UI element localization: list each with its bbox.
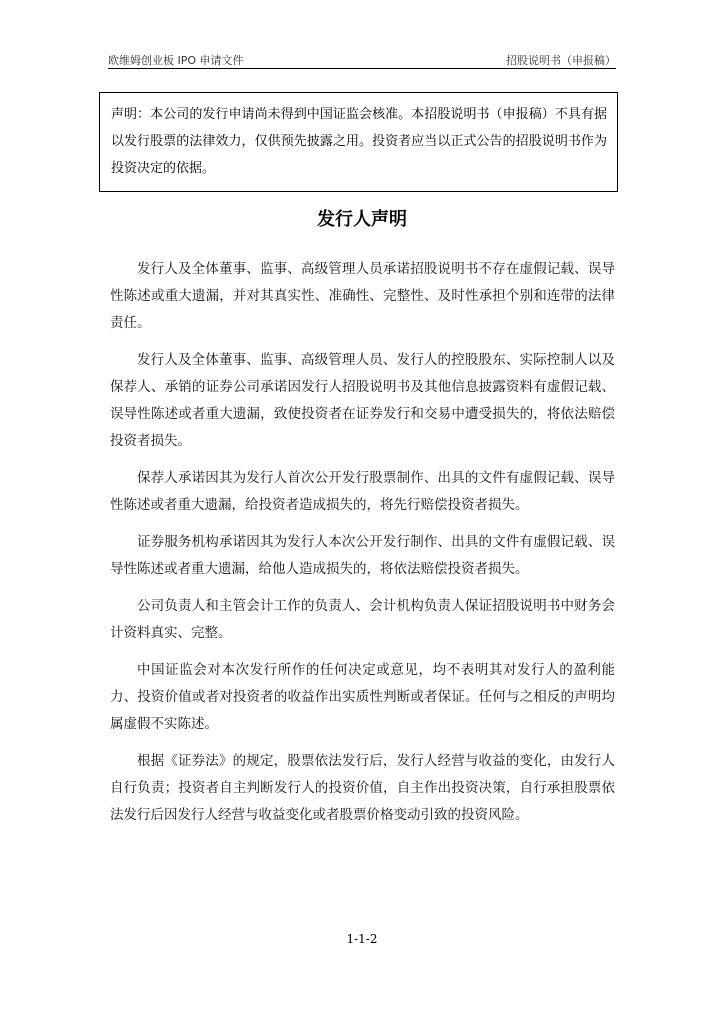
section-title: 发行人声明	[317, 209, 407, 230]
paragraph: 发行人及全体董事、监事、高级管理人员、发行人的控股股东、实际控制人以及保荐人、承销的证券公司承诺因发行人招股说明书及其他信息披露资料有虚假记载、误导性陈述或者重大遗漏，致使投资者在证券发行和交易中遭受损失的，将依法赔偿投资者损失。	[110, 352, 615, 449]
header-left-text: 欧维姆创业板 IPO 申请文件	[108, 54, 244, 67]
paragraph: 公司负责人和主管会计工作的负责人、会计机构负责人保证招股说明书中财务会计资料真实、完整。	[110, 598, 615, 641]
paragraph: 根据《证券法》的规定，股票依法发行后，发行人经营与收益的变化，由发行人自行负责；投资者自主判断发行人的投资价值，自主作出投资决策，自行承担股票依法发行后因发行人经营与收益变化或者股票价格变动引致的投资风险。	[110, 753, 615, 823]
paragraph: 保荐人承诺因其为发行人首次公开发行股票制作、出具的文件有虚假记载、误导性陈述或者重大遗漏，给投资者造成损失的，将先行赔偿投资者损失。	[110, 470, 615, 513]
header-right-text: 招股说明书（申报稿）	[506, 54, 616, 67]
paragraph: 发行人及全体董事、监事、高级管理人员承诺招股说明书不存在虚假记载、误导性陈述或重大遗漏，并对其真实性、准确性、完整性、及时性承担个别和连带的法律责任。	[110, 261, 615, 331]
statement-body	[110, 256, 615, 839]
disclaimer-box	[99, 92, 618, 192]
disclaimer-text: 声明：本公司的发行申请尚未得到中国证监会核准。本招股说明书（申报稿）不具有据以发行股票的法律效力，仅供预先披露之用。投资者应当以正式公告的招股说明书作为投资决定的依据。	[111, 107, 607, 176]
running-header	[108, 46, 616, 69]
paragraph: 中国证监会对本次发行所作的任何决定或意见，均不表明其对发行人的盈利能力、投资价值或者对投资者的收益作出实质性判断或者保证。任何与之相反的声明均属虚假不实陈述。	[110, 662, 615, 732]
paragraph: 证券服务机构承诺因其为发行人本次公开发行制作、出具的文件有虚假记载、误导性陈述或者重大遗漏，给他人造成损失的，将依法赔偿投资者损失。	[110, 534, 615, 577]
page-number: 1-1-2	[346, 932, 378, 946]
